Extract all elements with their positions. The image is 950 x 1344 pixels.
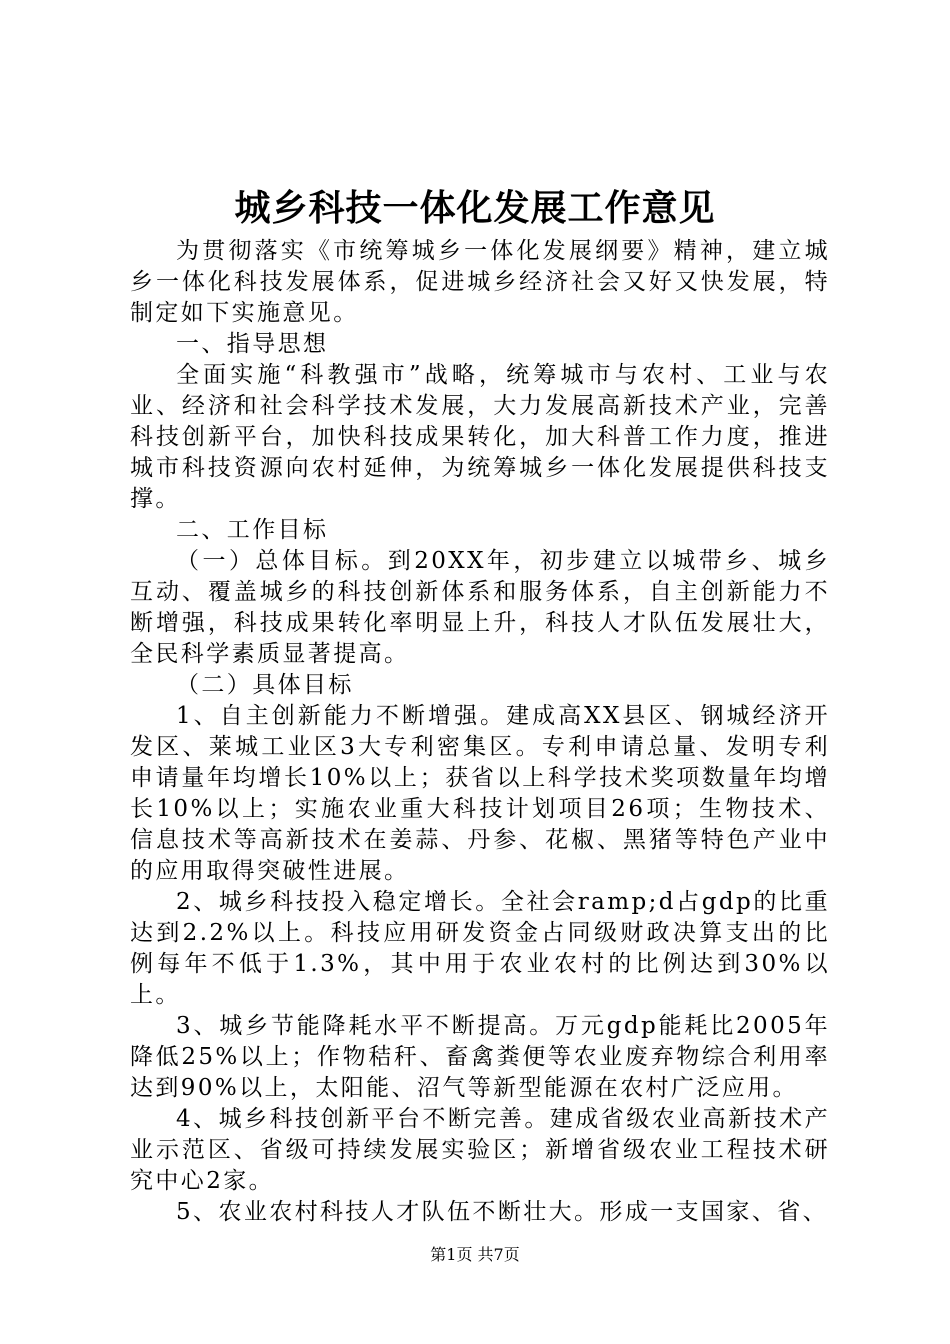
paragraph-guiding-ideology: 全面实施“科教强市”战略，统筹城市与农村、工业与农业、经济和社会科学技术发展，大力发展高新技术产业，完善科技创新平台，加快科技成果转化，加大科普工作力度，推进城市科技资源向农村延伸，为统筹城乡一体化发展提供科技支撑。 [130, 362, 830, 512]
section-heading-guiding-ideology: 一、指导思想 [176, 331, 329, 357]
paragraph-goal-3: 3、城乡节能降耗水平不断提高。万元gdp能耗比2005年降低25%以上；作物秸秆、畜禽粪便等农业废弃物综合利用率达到90%以上，太阳能、沼气等新型能源在农村广泛应用。 [130, 1013, 830, 1101]
paragraph-goal-2: 2、城乡科技投入稳定增长。全社会ramp;d占gdp的比重达到2.2%以上。科技应用研发资金占同级财政决算支出的比例每年不低于1.3%，其中用于农业农村的比例达到30%以上。 [130, 889, 830, 1008]
paragraph-goal-4: 4、城乡科技创新平台不断完善。建成省级农业高新技术产业示范区、省级可持续发展实验区；新增省级农业工程技术研究中心2家。 [130, 1106, 830, 1194]
paragraph-intro: 为贯彻落实《市统筹城乡一体化发展纲要》精神，建立城乡一体化科技发展体系，促进城乡经济社会又好又快发展，特制定如下实施意见。 [130, 238, 830, 326]
section-heading-work-goals: 二、工作目标 [176, 517, 329, 543]
subheading-specific-goals: （二）具体目标 [176, 672, 354, 698]
paragraph-overall-goal: （一）总体目标。到20XX年，初步建立以城带乡、城乡互动、覆盖城乡的科技创新体系和服务体系，自主创新能力不断增强，科技成果转化率明显上升，科技人才队伍发展壮大，全民科学素质显著提高。 [130, 548, 830, 667]
paragraph-goal-5: 5、农业农村科技人才队伍不断壮大。形成一支国家、省、 [176, 1199, 829, 1225]
document-title: 城乡科技一体化发展工作意见 [234, 187, 716, 229]
paragraph-goal-1: 1、自主创新能力不断增强。建成高XX县区、钢城经济开发区、莱城工业区3大专利密集区。专利申请总量、发明专利申请量年均增长10%以上；获省以上科学技术奖项数量年均增长10%以上；实施农业重大科技计划项目26项；生物技术、信息技术等高新技术在姜蒜、丹参、花椒、黑猪等特色产业中的应用取得突破性进展。 [130, 703, 830, 884]
page-footer: 第1页 共7页 [430, 1245, 520, 1264]
document-body [130, 236, 830, 1228]
